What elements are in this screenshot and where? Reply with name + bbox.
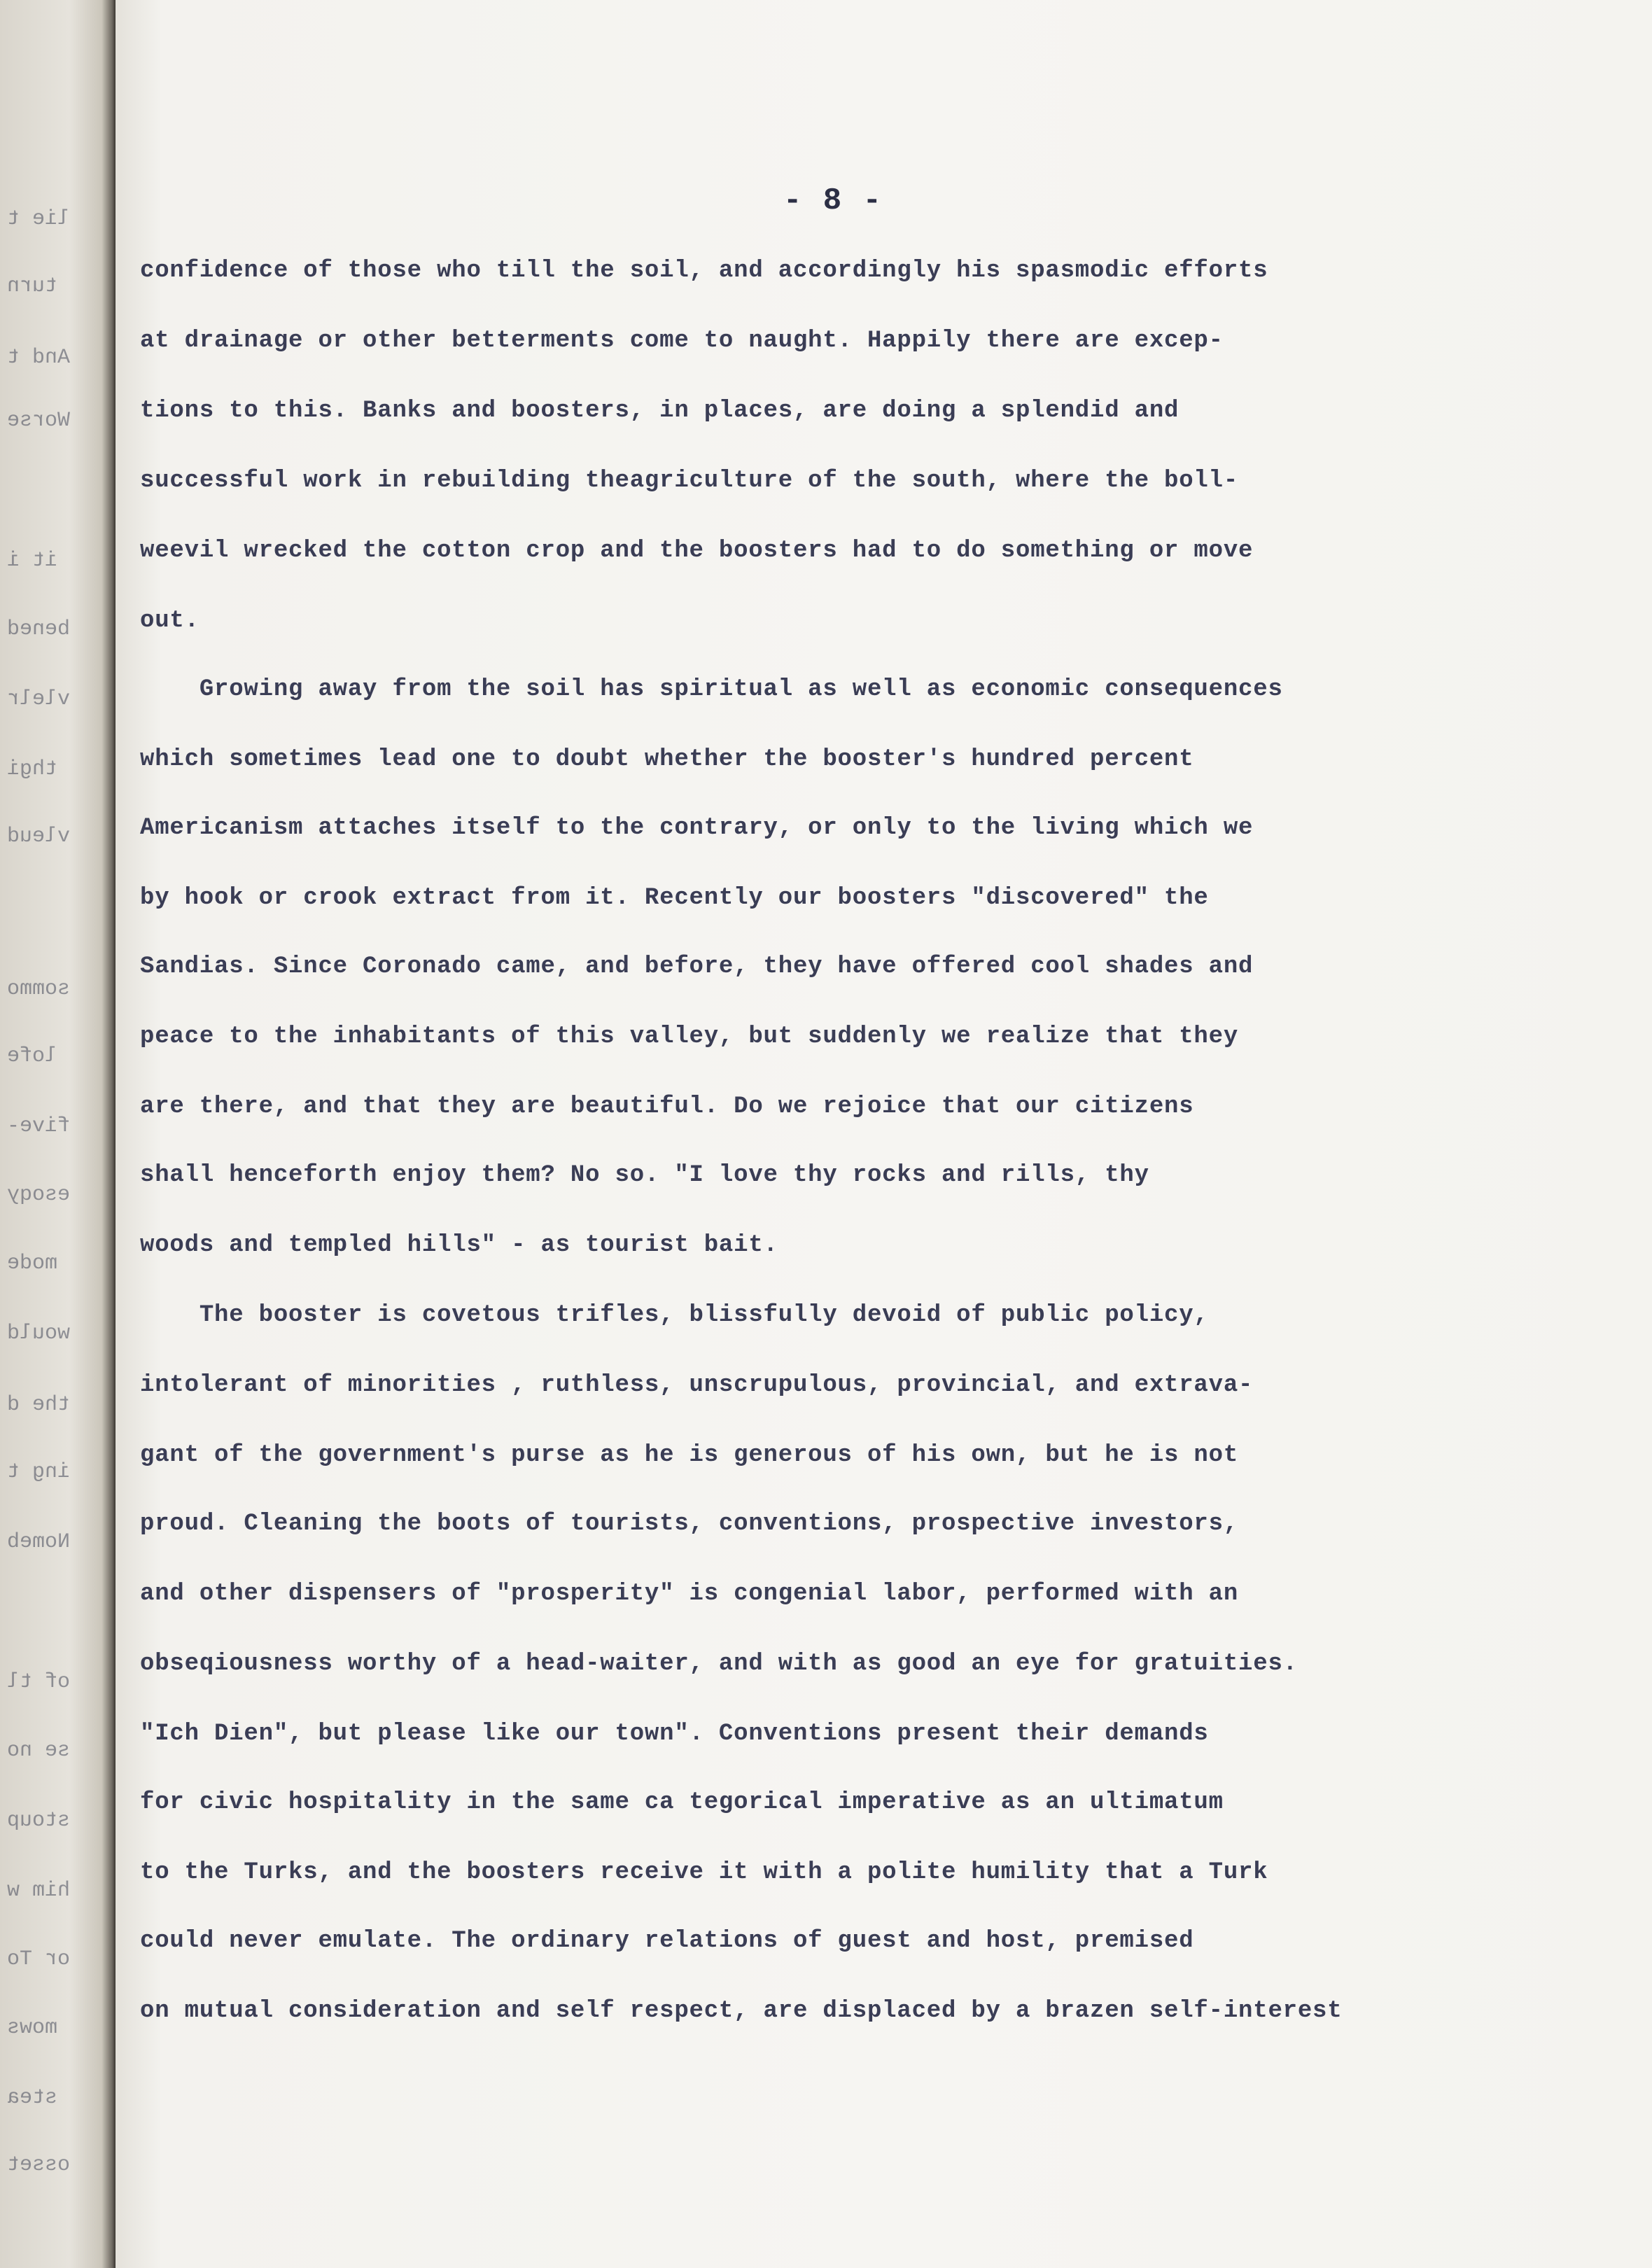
bleed-line: of tl <box>7 1670 71 1694</box>
text-line: intolerant of minorities , ruthless, unscrupulous, provincial, and extrava- <box>140 1372 1254 1399</box>
text-line: Americanism attaches itself to the contrary, or only to the living which we <box>140 815 1254 841</box>
text-line: for civic hospitality in the same ca tegorical imperative as an ultimatum <box>140 1789 1224 1816</box>
text-line: are there, and that they are beautiful. Do we rejoice that our citizens <box>140 1093 1194 1120</box>
bleed-line: lie t <box>7 207 71 231</box>
bleed-line: Nomeb <box>7 1530 71 1554</box>
bleed-line: turn <box>7 274 58 298</box>
text-line: which sometimes lead one to doubt whether the booster's hundred percent <box>140 746 1194 773</box>
facing-page-edge <box>0 0 115 2268</box>
bleed-line: se no <box>7 1739 71 1763</box>
text-line: out. <box>140 608 200 634</box>
text-line: weevil wrecked the cotton crop and the boosters had to do something or move <box>140 538 1254 564</box>
bleed-line: bened <box>7 617 71 641</box>
bleed-line: stea <box>7 2086 58 2110</box>
text-line: could never emulate. The ordinary relations of guest and host, premised <box>140 1928 1194 1954</box>
bleed-line: ing t <box>7 1460 71 1484</box>
text-line: proud. Cleaning the boots of tourists, conventions, prospective investors, <box>140 1511 1239 1537</box>
bleed-line: the d <box>7 1393 71 1417</box>
text-line: shall henceforth enjoy them? No so. "I love thy rocks and rills, thy <box>140 1162 1149 1189</box>
bleed-line: would <box>7 1322 71 1345</box>
typed-page <box>115 0 1652 2268</box>
bleed-line: And t <box>7 346 71 370</box>
bleed-line: Worse <box>7 409 71 433</box>
page-number: - 8 - <box>783 183 883 218</box>
text-line: to the Turks, and the boosters receive it with a polite humility that a Turk <box>140 1859 1268 1886</box>
text-line: and other dispensers of "prosperity" is congenial labor, performed with an <box>140 1581 1239 1607</box>
bleed-line: esoqy <box>7 1183 71 1207</box>
bleed-line: thgi <box>7 757 58 781</box>
text-line: tions to this. Banks and boosters, in places, are doing a splendid and <box>140 398 1180 424</box>
text-line: gant of the government's purse as he is generous of his own, but he is not <box>140 1442 1239 1469</box>
text-line: peace to the inhabitants of this valley, but suddenly we realize that they <box>140 1023 1239 1050</box>
bleed-line: him w <box>7 1879 71 1903</box>
bleed-line: sommo <box>7 977 71 1001</box>
bleed-line: lofe <box>7 1044 58 1068</box>
text-line: by hook or crook extract from it. Recently our boosters "discovered" the <box>140 885 1209 911</box>
bleed-line: vlelr <box>7 687 71 711</box>
bleed-line: mode <box>7 1252 58 1275</box>
text-line: woods and templed hills" - as tourist bait. <box>140 1232 778 1259</box>
text-line: Sandias. Since Coronado came, and before, they have offered cool shades and <box>140 953 1254 980</box>
bleed-line: stoup <box>7 1809 71 1833</box>
text-line: "Ich Dien", but please like our town". Conventions present their demands <box>140 1721 1209 1747</box>
bleed-line: mows <box>7 2016 58 2040</box>
text-line: The booster is covetous trifles, blissfully devoid of public policy, <box>140 1302 1209 1329</box>
text-line: at drainage or other betterments come to naught. Happily there are excep- <box>140 328 1224 354</box>
bleed-line: five- <box>7 1114 71 1138</box>
text-line: on mutual consideration and self respect, are displaced by a brazen self-interest <box>140 1998 1343 2024</box>
text-line: successful work in rebuilding theagriculture of the south, where the boll- <box>140 468 1239 494</box>
text-line: confidence of those who till the soil, and accordingly his spasmodic efforts <box>140 258 1268 284</box>
bleed-line: or To <box>7 1947 71 1971</box>
bleed-line: osset <box>7 2153 71 2177</box>
bleed-line: vleud <box>7 825 71 848</box>
bleed-line: it i <box>7 549 58 573</box>
text-line: obseqiousness worthy of a head-waiter, and with as good an eye for gratuities. <box>140 1651 1298 1677</box>
text-line: Growing away from the soil has spiritual as well as economic consequences <box>140 676 1283 703</box>
